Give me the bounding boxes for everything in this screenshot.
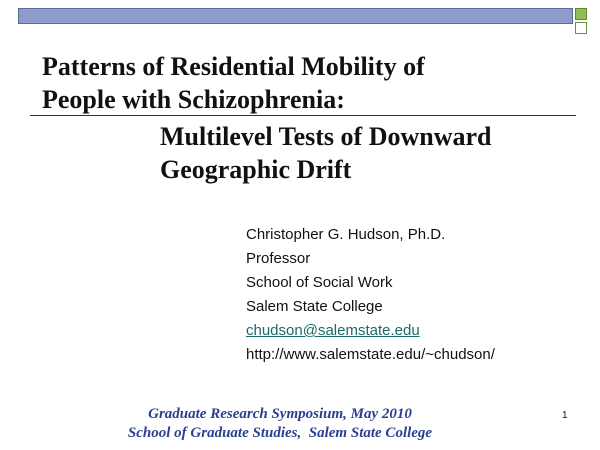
title-divider <box>30 115 576 116</box>
author-position: Professor <box>246 250 311 267</box>
author-email-link[interactable]: chudson@salemstate.edu <box>246 322 420 339</box>
slide-title <box>42 50 425 116</box>
author-name: Christopher G. Hudson, Ph.D. <box>246 226 446 243</box>
decorative-corner-square-outline <box>575 22 587 34</box>
page-number: 1 <box>562 410 568 421</box>
author-institution: Salem State College <box>246 298 383 315</box>
slide-title-line: Patterns of Residential Mobility of <box>42 52 425 81</box>
author-url: http://www.salemstate.edu/~chudson/ <box>246 346 495 363</box>
slide-title-line: People with Schizophrenia: <box>42 85 345 114</box>
slide-subtitle-line: Geographic Drift <box>160 155 352 184</box>
decorative-top-bar <box>18 8 573 24</box>
footer-line: School of Graduate Studies, Salem State College <box>127 425 433 441</box>
slide-footer <box>0 405 560 443</box>
slide-subtitle-line: Multilevel Tests of Downward <box>160 122 492 151</box>
footer-line: Graduate Research Symposium, May 2010 <box>148 406 412 422</box>
author-department: School of Social Work <box>246 274 393 291</box>
decorative-corner-square <box>575 8 587 20</box>
slide-subtitle <box>160 120 492 186</box>
author-info <box>246 223 495 367</box>
